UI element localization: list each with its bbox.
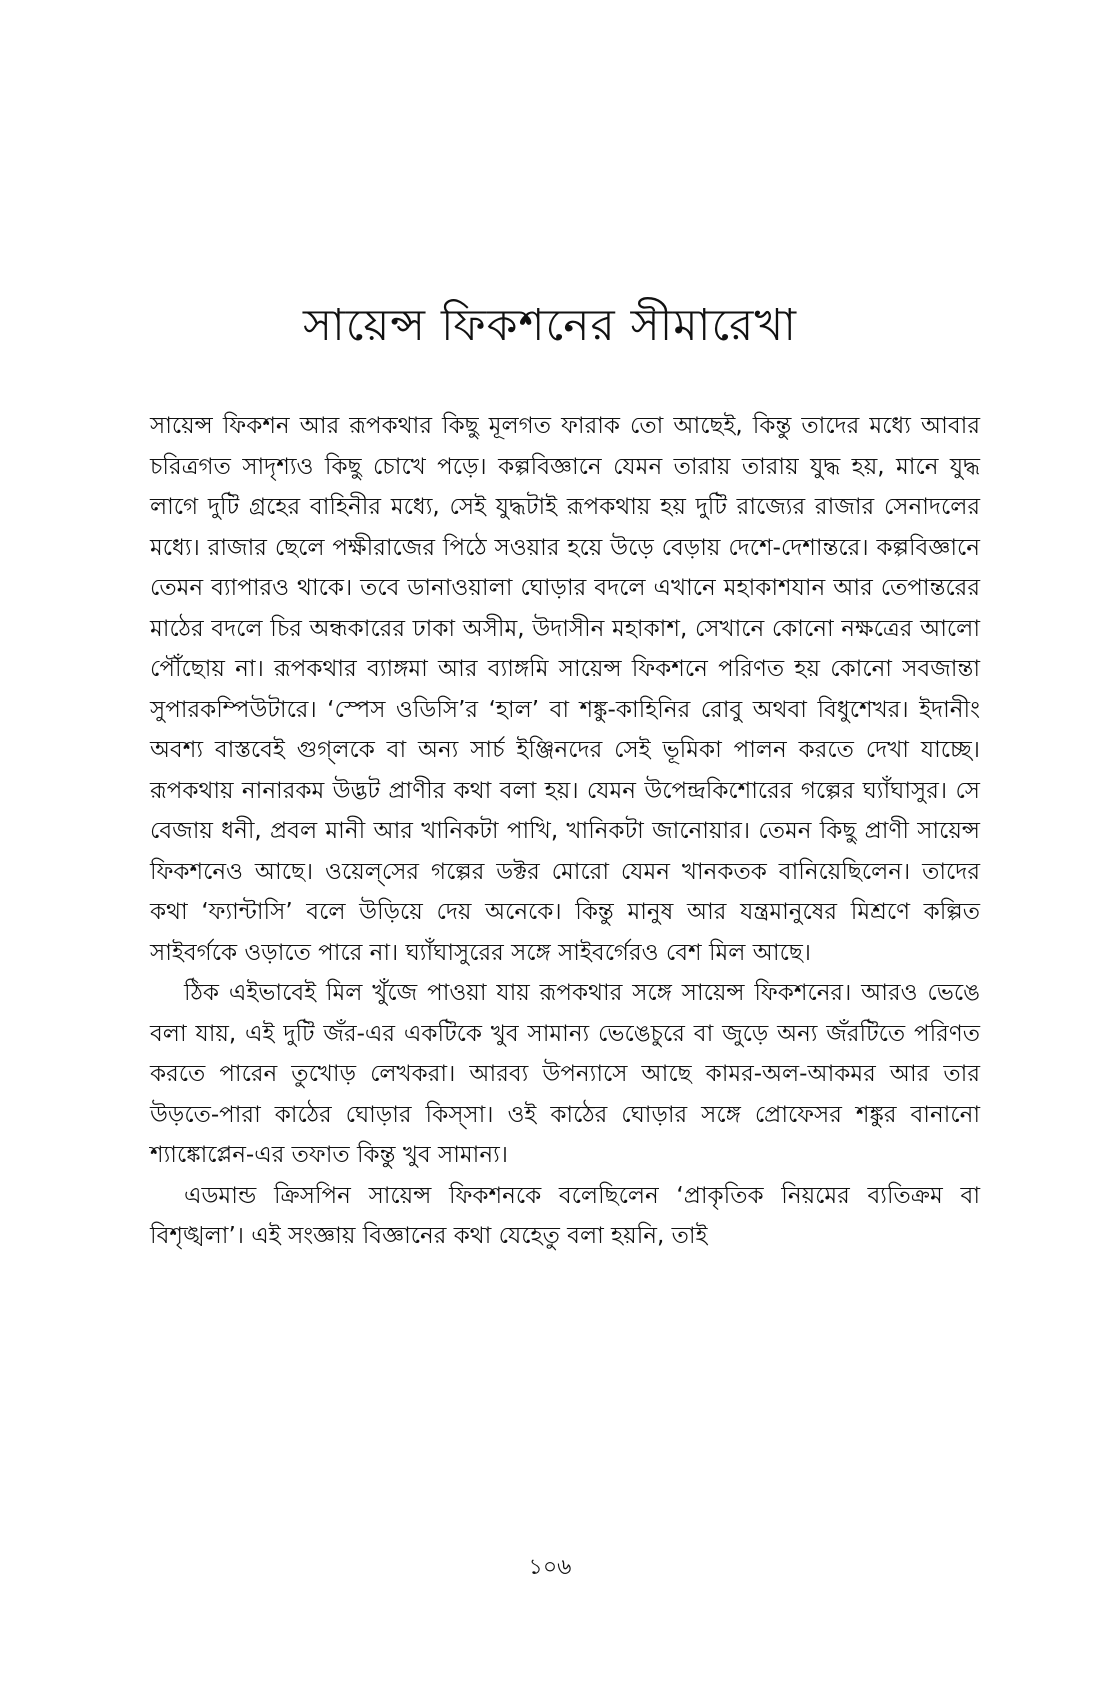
paragraph-2: ঠিক এইভাবেই মিল খুঁজে পাওয়া যায় রূপকথার সঙ্গে সায়েন্স ফিকশনের। আরও ভেঙে বলা যায়, এই দুটি জঁর-এর একটিকে খুব সামান্য ভেঙেচুরে বা জুড়ে অন্য জঁরটিতে পরিণত করতে পারেন তুখোড় লেখকরা। আরব্য উপন্যাসে আছে কামর-অল-আকমর আর তার উড়তে-পারা কাঠের ঘোড়ার কিস্‌সা। ওই কাঠের ঘোড়ার সঙ্গে প্রোফেসর শঙ্কুর বানানো শ্যাঙ্কোপ্লেন-এর তফাত কিন্তু খুব সামান্য। (150, 980, 980, 1168)
paragraph-1: সায়েন্স ফিকশন আর রূপকথার কিছু মূলগত ফারাক তো আছেই, কিন্তু তাদের মধ্যে আবার চরিত্রগত সাদৃশ্যও কিছু চোখে পড়ে। কল্পবিজ্ঞানে যেমন তারায় তারায় যুদ্ধ হয়, মানে যুদ্ধ লাগে দুটি গ্রহের বাহিনীর মধ্যে, সেই যুদ্ধটাই রূপকথায় হয় দুটি রাজ্যের রাজার সেনাদলের মধ্যে। রাজার ছেলে পক্ষীরাজের পিঠে সওয়ার হয়ে উড়ে বেড়ায় দেশে-দেশান্তরে। কল্পবিজ্ঞানে তেমন ব্যাপারও থাকে। তবে ডানাওয়ালা ঘোড়ার বদলে এখানে মহাকাশযান আর তেপান্তরের মাঠের বদলে চির অন্ধকারের ঢাকা অসীম, উদাসীন মহাকাশ, সেখানে কোনো নক্ষত্রের আলো পৌঁছোয় না। রূপকথার ব্যাঙ্গমা আর ব্যাঙ্গমি সায়েন্স ফিকশনে পরিণত হয় কোনো সবজান্তা সুপারকম্পিউটারে। ‘স্পেস ওডিসি’র ‘হাল’ বা শঙ্কু-কাহিনির রোবু অথবা বিধুশেখর। ইদানীং অবশ্য বাস্তবেই গুগ্‌লকে বা অন্য সার্চ ইঞ্জিনদের সেই ভূমিকা পালন করতে দেখা যাচ্ছে। রূপকথায় নানারকম উদ্ভট প্রাণীর কথা বলা হয়। যেমন উপেন্দ্রকিশোরের গল্পের ঘ্যাঁঘাসুর। সে বেজায় ধনী, প্রবল মানী আর খানিকটা পাখি, খানিকটা জানোয়ার। তেমন কিছু প্রাণী সায়েন্স ফিকশনেও আছে। ওয়েল্‌সের গল্পের ডক্টর মোরো যেমন খানকতক বানিয়েছিলেন। তাদের কথা ‘ফ্যান্টাসি’ বলে উড়িয়ে দেয় অনেকে। কিন্তু মানুষ আর যন্ত্রমানুষের মিশ্রণে কল্পিত সাইবর্গকে ওড়াতে পারে না। ঘ্যাঁঘাসুরের সঙ্গে সাইবর্গেরও বেশ মিল আছে। (150, 413, 980, 966)
page-number: ১০৬ (528, 1555, 572, 1580)
paragraph-3: এডমান্ড ক্রিসপিন সায়েন্স ফিকশনকে বলেছিলেন ‘প্রাকৃতিক নিয়মের ব্যতিক্রম বা বিশৃঙ্খলা’। এই সংজ্ঞায় বিজ্ঞানের কথা যেহেতু বলা হয়নি, তাই (150, 1182, 980, 1249)
body-text (150, 406, 980, 1257)
chapter-title: সায়েন্স ফিকশনের সীমারেখা (302, 300, 798, 351)
